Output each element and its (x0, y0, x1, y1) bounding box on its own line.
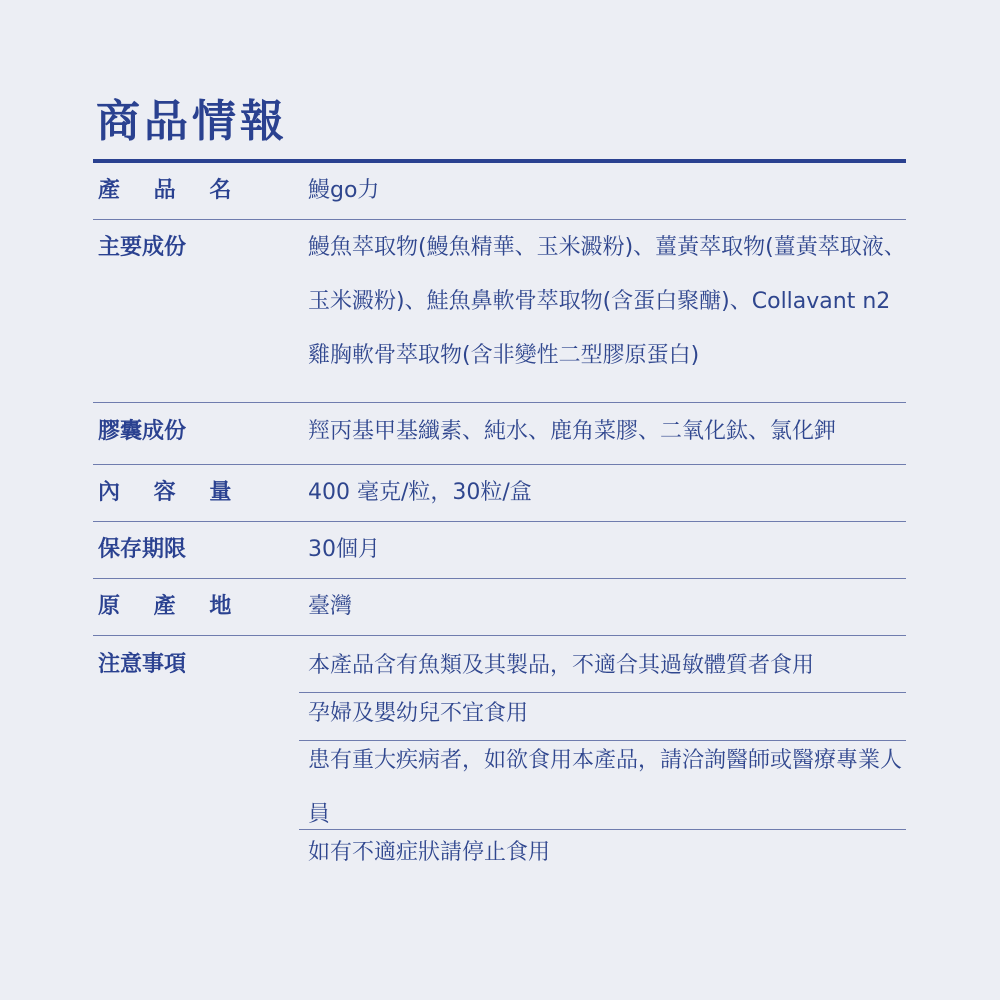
label-precautions: 注意事項 (98, 652, 187, 677)
value-shelf-life: 30個月 (308, 537, 380, 562)
label-product-name: 產 品 名 (98, 178, 245, 203)
row-divider (93, 521, 906, 522)
label-capsule-ingredients: 膠囊成份 (98, 419, 187, 444)
value-net-content: 400 毫克/粒，30粒/盒 (308, 480, 532, 505)
label-main-ingredients: 主要成份 (98, 235, 187, 260)
value-product-name: 鰻go力 (308, 178, 380, 203)
label-shelf-life: 保存期限 (98, 537, 187, 562)
value-origin: 臺灣 (308, 594, 353, 619)
row-divider (93, 402, 906, 403)
label-net-content: 內 容 量 (98, 480, 245, 505)
precaution-note: 本產品含有魚類及其製品，不適合其過敏體質者食用 (308, 653, 815, 678)
value-capsule-ingredients: 羥丙基甲基纖素、純水、鹿角菜膠、二氧化鈦、氯化鉀 (308, 419, 837, 444)
row-divider (93, 219, 906, 220)
row-divider (93, 464, 906, 465)
value-main-ingredients: 鰻魚萃取物(鰻魚精華、玉米澱粉)、薑黃萃取物(薑黃萃取液、玉米澱粉)、鮭魚鼻軟骨萃取物(含蛋白聚醣)、Collavant n2雞胸軟骨萃取物(含非變性二型膠原蛋白) (308, 235, 906, 368)
precaution-note: 孕婦及嬰幼兒不宜食用 (308, 701, 529, 726)
title-divider (93, 159, 906, 163)
precaution-note: 如有不適症狀請停止食用 (308, 840, 551, 865)
row-divider (93, 578, 906, 579)
page-title: 商品情報 (96, 96, 288, 147)
row-divider (93, 635, 906, 636)
label-origin: 原 產 地 (98, 594, 245, 619)
precaution-note: 患有重大疾病者，如欲食用本產品，請洽詢醫師或醫療專業人員 (308, 748, 903, 827)
